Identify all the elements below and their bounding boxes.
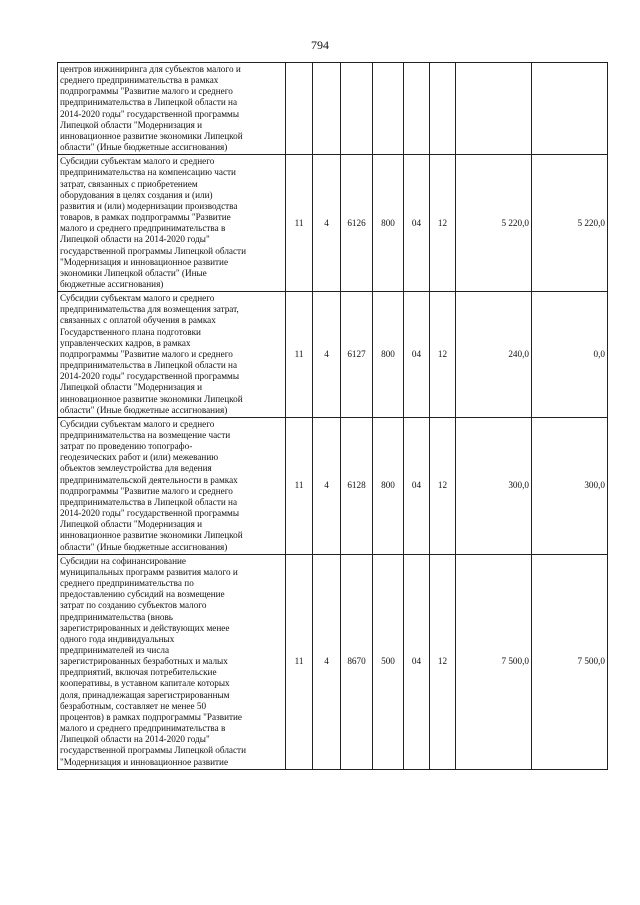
code-column-1: 11 [286, 417, 313, 554]
description-line: затрат, связанных с приобретением [60, 178, 198, 189]
budget-table [57, 62, 608, 770]
amount-actual: 5 220,0 [532, 155, 608, 292]
subsection-code: 12 [430, 417, 456, 554]
description-line: области" (Иные бюджетные ассигнования) [60, 541, 228, 552]
description-line: предпринимательства в Липецкой области на [60, 360, 238, 371]
code-column-1 [286, 63, 313, 155]
description-line: зарегистрированных и действующих менее [60, 622, 230, 633]
code-column-2: 4 [313, 292, 341, 418]
description-line: Субсидии субъектам малого и среднего [60, 418, 215, 429]
description-line: Липецкой области на 2014-2020 годы" [60, 734, 210, 745]
description-line: Липецкой области "Модернизация и [60, 382, 203, 393]
code-column-2: 4 [313, 417, 341, 554]
description-line: предпринимательства для возмещения затрат, [60, 304, 239, 315]
subsection-code: 12 [430, 292, 456, 418]
description-line: кооперативы, в уставном капитале которых [60, 678, 230, 689]
description-line: области" (Иные бюджетные ассигнования) [60, 404, 228, 415]
description-line: предпринимательства (вновь [60, 611, 173, 622]
amount-planned [456, 63, 532, 155]
description-line: предпринимательской деятельности в рамках [60, 474, 238, 485]
description-line: "Модернизация и инновационное развитие [60, 756, 229, 767]
description-line: подпрограммы "Развитие малого и среднего [60, 485, 233, 496]
table-row [58, 417, 608, 554]
description-line: связанных с оплатой обучения в рамках [60, 315, 216, 326]
description-line: подпрограммы "Развитие малого и среднего [60, 86, 233, 97]
description-line: доля, принадлежащая зарегистрированным [60, 689, 230, 700]
description-line: инновационное развитие экономики Липецкой [60, 130, 243, 141]
expense-type-code: 800 [373, 417, 404, 554]
description-line: экономики Липецкой области" (Иные [60, 267, 207, 278]
target-article-code [341, 63, 373, 155]
section-code [404, 63, 430, 155]
amount-planned: 7 500,0 [456, 554, 532, 769]
description-line: безработным, составляет не менее 50 [60, 700, 207, 711]
expense-type-code [373, 63, 404, 155]
description-line: Государственного плана подготовки [60, 326, 201, 337]
description-line: затрат по проведению топографо- [60, 441, 193, 452]
expense-type-code: 500 [373, 554, 404, 769]
code-column-1: 11 [286, 292, 313, 418]
row-description [58, 155, 286, 292]
description-line: одного года индивидуальных [60, 633, 175, 644]
description-line: объектов землеустройства для ведения [60, 463, 212, 474]
description-line: затрат по созданию субъектов малого [60, 600, 207, 611]
description-line: инновационное развитие экономики Липецкой [60, 393, 243, 404]
description-line: предпринимателей из числа [60, 644, 170, 655]
description-line: предоставлению субсидий на возмещение [60, 589, 225, 600]
description-line: 2014-2020 годы" государственной программы [60, 108, 239, 119]
subsection-code: 12 [430, 155, 456, 292]
description-line: 2014-2020 годы" государственной программы [60, 371, 239, 382]
target-article-code: 6127 [341, 292, 373, 418]
description-line: оборудования в целях создания и (или) [60, 189, 213, 200]
amount-actual [532, 63, 608, 155]
code-column-2: 4 [313, 155, 341, 292]
description-line: среднего предпринимательства по [60, 578, 194, 589]
description-line: Субсидии субъектам малого и среднего [60, 293, 215, 304]
section-code: 04 [404, 155, 430, 292]
description-line: "Модернизация и инновационное развитие [60, 256, 229, 267]
target-article-code: 6128 [341, 417, 373, 554]
budget-table-body [58, 63, 608, 770]
description-line: государственной программы Липецкой области [60, 745, 246, 756]
code-column-2: 4 [313, 554, 341, 769]
amount-planned: 240,0 [456, 292, 532, 418]
description-line: Липецкой области на 2014-2020 годы" [60, 234, 210, 245]
description-line: бюджетные ассигнования) [60, 278, 164, 289]
description-line: предпринимательства в Липецкой области на [60, 97, 238, 108]
description-line: геодезических работ и (или) межеванию [60, 452, 219, 463]
description-line: предприятий, включая потребительские [60, 667, 217, 678]
code-column-1: 11 [286, 554, 313, 769]
description-line: зарегистрированных безработных и малых [60, 656, 228, 667]
description-line: предпринимательства в Липецкой области на [60, 496, 238, 507]
subsection-code [430, 63, 456, 155]
description-line: предпринимательства на возмещение части [60, 430, 231, 440]
amount-planned: 5 220,0 [456, 155, 532, 292]
table-row [58, 63, 608, 155]
description-line: товаров, в рамках подпрограммы "Развитие [60, 212, 231, 223]
description-line: 2014-2020 годы" государственной программы [60, 508, 239, 519]
amount-actual: 7 500,0 [532, 554, 608, 769]
description-line: малого и среднего предпринимательства в [60, 223, 226, 234]
description-line: управленческих кадров, в рамках [60, 337, 191, 348]
description-line: процентов) в рамках подпрограммы "Развитие [60, 711, 243, 722]
row-description [58, 554, 286, 769]
description-line: Субсидии субъектам малого и среднего [60, 156, 215, 167]
table-row [58, 292, 608, 418]
description-line: центров инжиниринга для субъектов малого и [60, 64, 241, 74]
description-line: среднего предпринимательства в рамках [60, 75, 219, 86]
description-line: области" (Иные бюджетные ассигнования) [60, 142, 228, 153]
subsection-code: 12 [430, 554, 456, 769]
expense-type-code: 800 [373, 292, 404, 418]
description-line: развития и (или) модернизации производства [60, 200, 238, 211]
row-description [58, 417, 286, 554]
table-row [58, 554, 608, 769]
table-row [58, 155, 608, 292]
description-line: Субсидии на софинансирование [60, 555, 186, 566]
section-code: 04 [404, 554, 430, 769]
amount-actual: 0,0 [532, 292, 608, 418]
row-description [58, 292, 286, 418]
row-description [58, 63, 286, 155]
target-article-code: 8670 [341, 554, 373, 769]
section-code: 04 [404, 417, 430, 554]
page-number: 794 [311, 38, 329, 52]
description-line: инновационное развитие экономики Липецкой [60, 530, 243, 541]
description-line: муниципальных программ развития малого и [60, 566, 238, 577]
description-line: государственной программы Липецкой области [60, 245, 246, 256]
amount-actual: 300,0 [532, 417, 608, 554]
description-line: Липецкой области "Модернизация и [60, 119, 203, 130]
code-column-2 [313, 63, 341, 155]
amount-planned: 300,0 [456, 417, 532, 554]
expense-type-code: 800 [373, 155, 404, 292]
code-column-1: 11 [286, 155, 313, 292]
description-line: предпринимательства на компенсацию части [60, 167, 236, 178]
description-line: подпрограммы "Развитие малого и среднего [60, 348, 233, 359]
description-line: малого и среднего предпринимательства в [60, 723, 226, 734]
target-article-code: 6126 [341, 155, 373, 292]
section-code: 04 [404, 292, 430, 418]
description-line: Липецкой области "Модернизация и [60, 519, 203, 530]
